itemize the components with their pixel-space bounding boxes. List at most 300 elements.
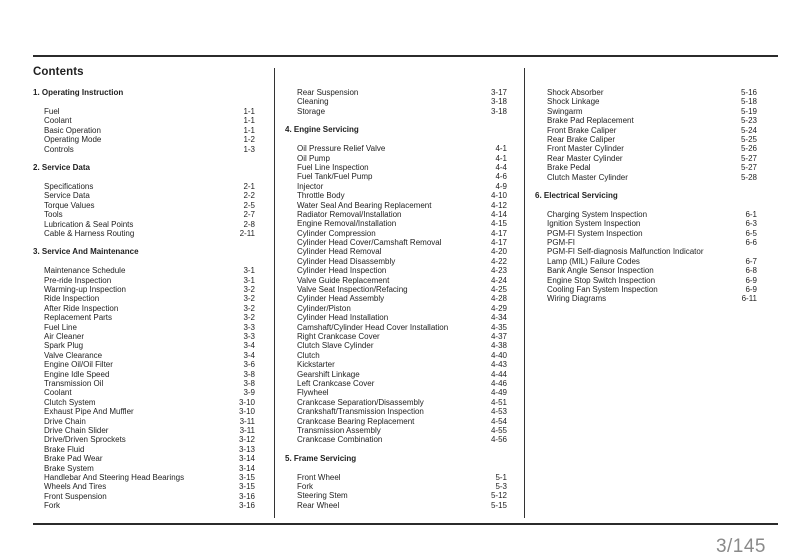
toc-entry[interactable]	[285, 276, 507, 285]
toc-entry-page: 3-15	[238, 482, 255, 492]
column-divider	[524, 68, 525, 518]
toc-entry[interactable]	[285, 332, 507, 341]
toc-section	[285, 125, 507, 445]
toc-entry[interactable]	[33, 294, 255, 303]
toc-entry-page: 5-1	[495, 472, 507, 482]
toc-entry[interactable]	[285, 426, 507, 435]
toc-entry[interactable]	[285, 229, 507, 238]
toc-entry-label: Shock Absorber	[547, 88, 604, 97]
toc-entry-label: Shock Linkage	[547, 97, 600, 107]
toc-entry-page: 4-10	[490, 191, 507, 201]
toc-entry[interactable]	[33, 220, 255, 229]
toc-entry-label: Warming-up Inspection	[44, 285, 126, 295]
toc-entry-page: 3-14	[238, 463, 255, 473]
toc-entry-page: 5-27	[740, 153, 757, 163]
toc-entry-page: 1-3	[243, 144, 255, 154]
toc-entry[interactable]	[535, 294, 757, 303]
toc-entry[interactable]	[33, 454, 255, 463]
toc-entry-label: Rear Brake Caliper	[547, 134, 616, 144]
toc-entry-label: Drive Chain Slider	[44, 425, 109, 435]
toc-entry-label: Transmission Assembly	[297, 425, 381, 435]
toc-entry-label: Specifications	[44, 181, 94, 191]
toc-entry-label: Crankshaft/Transmission Inspection	[297, 407, 424, 417]
toc-entry-page: 4-23	[490, 266, 507, 276]
toc-entry[interactable]	[33, 492, 255, 501]
toc-entry-label: Valve Guide Replacement	[297, 275, 390, 285]
toc-entry-label: Brake Fluid	[44, 444, 85, 454]
toc-entry-page: 4-37	[490, 331, 507, 341]
toc-entry-label: Front Suspension	[44, 491, 107, 501]
toc-entry-page: 6-6	[745, 238, 757, 248]
toc-entry-label: Kickstarter	[297, 360, 335, 370]
toc-entry[interactable]	[285, 144, 507, 153]
toc-entry[interactable]	[535, 88, 757, 97]
toc-entry[interactable]	[285, 182, 507, 191]
toc-entry[interactable]	[33, 435, 255, 444]
toc-entry[interactable]	[285, 266, 507, 275]
toc-entry-label: Valve Seat Inspection/Refacing	[297, 285, 408, 295]
toc-entry[interactable]	[285, 370, 507, 379]
toc-entry[interactable]	[285, 351, 507, 360]
section-heading: 2. Service Data	[33, 162, 90, 172]
toc-entry[interactable]	[33, 266, 255, 275]
toc-entry[interactable]	[33, 388, 255, 397]
toc-entry-page: 1-1	[243, 107, 255, 116]
toc-entry[interactable]	[33, 126, 255, 135]
section-heading: 4. Engine Servicing	[285, 125, 359, 135]
toc-entry-page: 4-28	[490, 294, 507, 304]
toc-entry[interactable]	[285, 360, 507, 369]
toc-entry-page: 3-10	[238, 397, 255, 407]
toc-entry-page: 5-23	[740, 116, 757, 126]
top-rule	[33, 55, 778, 57]
toc-entry-label: Gearshift Linkage	[297, 369, 360, 379]
toc-entry[interactable]	[33, 191, 255, 200]
toc-entry-label: Handlebar And Steering Head Bearings	[44, 472, 185, 482]
toc-entry-page: 5-18	[740, 97, 757, 107]
toc-entry[interactable]	[535, 238, 757, 247]
toc-entry-page: 4-43	[490, 360, 507, 370]
toc-entry[interactable]	[33, 379, 255, 388]
toc-entry[interactable]	[535, 257, 757, 266]
toc-entry-label: Transmission Oil	[44, 378, 104, 388]
toc-entry[interactable]	[285, 97, 507, 106]
toc-entry[interactable]	[33, 210, 255, 219]
toc-entry-page: 3-2	[243, 313, 255, 323]
toc-entry-page: 6-9	[745, 275, 757, 285]
toc-entry[interactable]	[285, 285, 507, 294]
toc-entry-page: 5-25	[740, 134, 757, 144]
toc-entry-label: Radiator Removal/Installation	[297, 209, 402, 219]
toc-entry-page: 3-16	[238, 501, 255, 511]
toc-entry[interactable]	[33, 107, 255, 116]
toc-entry-page: 3-4	[243, 341, 255, 351]
toc-entry[interactable]	[535, 266, 757, 275]
toc-entry-label: Clutch	[297, 350, 320, 360]
toc-entry[interactable]	[285, 407, 507, 416]
toc-entry[interactable]	[285, 88, 507, 97]
toc-entry-label: Maintenance Schedule	[44, 266, 126, 276]
toc-entry-page: 4-49	[490, 388, 507, 398]
toc-entry-page: 3-12	[238, 435, 255, 445]
toc-entry-page: 2-1	[243, 181, 255, 191]
toc-entry-page: 3-1	[243, 275, 255, 285]
toc-entry-page: 4-44	[490, 369, 507, 379]
toc-entry-page: 4-54	[490, 416, 507, 426]
toc-entry-page: 6-7	[745, 256, 757, 266]
toc-entry-page: 5-16	[740, 88, 757, 97]
toc-entry[interactable]	[285, 341, 507, 350]
toc-entry-page: 5-28	[740, 172, 757, 182]
toc-entry-page: 2-8	[243, 219, 255, 229]
toc-entry-page: 3-2	[243, 285, 255, 295]
toc-entry-label: Lubrication & Seal Points	[44, 219, 134, 229]
toc-entry[interactable]	[285, 163, 507, 172]
toc-entry-page: 6-1	[745, 209, 757, 219]
toc-entry[interactable]	[535, 135, 757, 144]
section-heading: 1. Operating Instruction	[33, 88, 124, 97]
toc-entry-label: Spark Plug	[44, 341, 84, 351]
toc-entry-page: 3-16	[238, 491, 255, 501]
toc-entry-label: Cylinder Head Removal	[297, 247, 382, 257]
toc-entry-label: Rear Suspension	[297, 88, 359, 97]
toc-entry[interactable]	[285, 294, 507, 303]
toc-section	[33, 88, 255, 154]
toc-entry-page: 4-15	[490, 219, 507, 229]
toc-entry-page: 1-1	[243, 116, 255, 126]
toc-entry-label: Engine Idle Speed	[44, 369, 110, 379]
toc-entry[interactable]	[33, 370, 255, 379]
toc-entry[interactable]	[33, 285, 255, 294]
toc-entry-label: Throttle Body	[297, 191, 345, 201]
toc-entry-label: Coolant	[44, 116, 72, 126]
toc-entry-label: Fuel Tank/Fuel Pump	[297, 172, 373, 182]
toc-entry-page: 4-34	[490, 313, 507, 323]
toc-entry-label: Service Data	[44, 191, 90, 201]
toc-entry[interactable]	[535, 173, 757, 182]
toc-entry-label: Fork	[44, 501, 60, 511]
toc-entry-label: Engine Oil/Oil Filter	[44, 360, 113, 370]
toc-entry[interactable]	[285, 388, 507, 397]
toc-entry-label: Crankcase Bearing Replacement	[297, 416, 415, 426]
toc-entry[interactable]	[33, 145, 255, 154]
toc-entry[interactable]	[33, 398, 255, 407]
toc-entry-label: Engine Removal/Installation	[297, 219, 397, 229]
toc-entry-label: PGM-FI System Inspection	[547, 228, 643, 238]
toc-entry-page: 5-15	[490, 500, 507, 510]
toc-entry-page: 4-29	[490, 303, 507, 313]
section-heading: 3. Service And Maintenance	[33, 247, 139, 257]
toc-entry-page: 4-17	[490, 228, 507, 238]
toc-entry-label: Lamp (MIL) Failure Codes	[547, 256, 640, 266]
toc-entry[interactable]	[285, 501, 507, 510]
toc-column-1	[33, 88, 255, 519]
page-number: 3/145	[715, 536, 766, 557]
toc-entry-label: Drive/Driven Sprockets	[44, 435, 126, 445]
toc-entry-page: 4-25	[490, 285, 507, 295]
toc-entry-label: After Ride Inspection	[44, 303, 119, 313]
toc-entry-label: Flywheel	[297, 388, 329, 398]
page-title: Contents	[33, 66, 84, 78]
toc-entry-page: 3-15	[238, 472, 255, 482]
toc-entry[interactable]	[33, 426, 255, 435]
toc-entry-page: 6-11	[741, 294, 757, 304]
toc-entry[interactable]	[285, 172, 507, 181]
toc-entry[interactable]	[535, 107, 757, 116]
toc-entry[interactable]	[33, 417, 255, 426]
toc-entry-label: Bank Angle Sensor Inspection	[547, 266, 654, 276]
toc-entry[interactable]	[33, 445, 255, 454]
toc-section	[33, 247, 255, 510]
toc-entry-label: Cylinder Head Installation	[297, 313, 389, 323]
toc-entry-label: Fuel Line	[44, 322, 77, 332]
toc-entry-label: Engine Stop Switch Inspection	[547, 275, 656, 285]
toc-entry-page: 4-46	[490, 378, 507, 388]
toc-entry-label: Coolant	[44, 388, 72, 398]
toc-entry-page: 4-53	[490, 407, 507, 417]
toc-entry[interactable]	[535, 247, 757, 256]
toc-entry-label: Replacement Parts	[44, 313, 113, 323]
toc-entry-label: Cylinder Head Assembly	[297, 294, 385, 304]
toc-entry-page: 2-2	[243, 191, 255, 201]
toc-entry-label: Cooling Fan System Inspection	[547, 285, 658, 295]
toc-entry-page: 5-26	[740, 144, 757, 154]
toc-entry[interactable]	[33, 482, 255, 491]
toc-entry[interactable]	[33, 407, 255, 416]
toc-entry-label: Oil Pressure Relief Valve	[297, 144, 386, 154]
toc-entry-page: 4-1	[495, 153, 507, 163]
toc-entry-page: 3-17	[490, 88, 507, 97]
toc-entry-page: 4-1	[495, 144, 507, 154]
toc-entry[interactable]	[285, 191, 507, 200]
toc-entry-label: Pre-ride Inspection	[44, 275, 112, 285]
toc-entry[interactable]	[535, 210, 757, 219]
toc-entry-page: 2-5	[243, 200, 255, 210]
toc-entry[interactable]	[285, 210, 507, 219]
toc-entry-label: Camshaft/Cylinder Head Cover Installation	[297, 322, 449, 332]
toc-entry-page: 2-7	[243, 210, 255, 220]
toc-entry-page: 3-8	[243, 369, 255, 379]
toc-section	[535, 88, 757, 182]
toc-entry[interactable]	[285, 323, 507, 332]
toc-entry-page: 4-4	[495, 162, 507, 172]
toc-entry-label: Steering Stem	[297, 491, 348, 501]
toc-entry-page: 4-9	[495, 181, 507, 191]
toc-section	[535, 191, 757, 304]
toc-entry-label: Cable & Harness Routing	[44, 228, 135, 238]
toc-column-2	[285, 88, 507, 519]
toc-entry[interactable]	[535, 285, 757, 294]
toc-entry-page: 5-24	[740, 125, 757, 135]
toc-entry[interactable]	[33, 360, 255, 369]
toc-entry[interactable]	[535, 163, 757, 172]
toc-entry[interactable]	[535, 154, 757, 163]
toc-entry-page: 4-20	[490, 247, 507, 257]
section-heading: 6. Electrical Servicing	[535, 190, 618, 200]
toc-entry-page: 6-9	[745, 285, 757, 295]
toc-entry[interactable]	[33, 464, 255, 473]
toc-entry-page: 3-2	[243, 294, 255, 304]
toc-entry[interactable]	[285, 257, 507, 266]
toc-entry-page: 4-55	[490, 425, 507, 435]
toc-entry-page: 3-9	[243, 388, 255, 398]
toc-entry[interactable]	[33, 304, 255, 313]
toc-entry[interactable]	[285, 107, 507, 116]
toc-entry[interactable]	[535, 144, 757, 153]
toc-entry[interactable]	[535, 219, 757, 228]
toc-entry-label: Storage	[297, 106, 326, 116]
toc-entry[interactable]	[535, 276, 757, 285]
toc-entry-page: 5-19	[740, 106, 757, 116]
toc-entry[interactable]	[33, 313, 255, 322]
toc-entry-page: 4-12	[490, 200, 507, 210]
toc-entry-label: PGM-FI	[547, 238, 575, 248]
toc-entry-page: 3-6	[243, 360, 255, 370]
toc-entry-page: 5-12	[490, 491, 507, 501]
toc-entry[interactable]	[285, 417, 507, 426]
toc-entry-label: Brake Pad Wear	[44, 454, 103, 464]
toc-entry-page: 6-5	[745, 228, 757, 238]
toc-entry[interactable]	[535, 97, 757, 106]
toc-entry-label: Cylinder/Piston	[297, 303, 351, 313]
toc-entry-page: 3-14	[238, 454, 255, 464]
toc-entry-label: Oil Pump	[297, 153, 330, 163]
toc-entry-page: 4-17	[490, 238, 507, 248]
toc-entry[interactable]	[535, 126, 757, 135]
toc-entry[interactable]	[285, 435, 507, 444]
toc-entry-label: Air Cleaner	[44, 332, 85, 342]
toc-entry[interactable]	[33, 473, 255, 482]
toc-column-3	[535, 88, 757, 313]
toc-entry[interactable]	[33, 182, 255, 191]
toc-section	[33, 163, 255, 238]
toc-entry-page: 3-8	[243, 378, 255, 388]
toc-entry-label: Fork	[297, 482, 313, 492]
toc-entry-label: Cleaning	[297, 97, 329, 107]
toc-entry[interactable]	[33, 501, 255, 510]
toc-entry-page: 4-40	[490, 350, 507, 360]
toc-entry-label: Drive Chain	[44, 416, 86, 426]
toc-entry[interactable]	[33, 201, 255, 210]
toc-entry-label: Right Crankcase Cover	[297, 331, 380, 341]
toc-entry-page: 5-27	[740, 163, 757, 173]
toc-entry-label: Cylinder Head Disassembly	[297, 256, 396, 266]
toc-entry-label: Exhaust Pipe And Muffler	[44, 407, 134, 417]
toc-entry[interactable]	[33, 116, 255, 125]
toc-entry[interactable]	[285, 313, 507, 322]
column-divider	[274, 68, 275, 518]
toc-entry[interactable]	[285, 491, 507, 500]
toc-entry-label: Crankcase Separation/Disassembly	[297, 397, 424, 407]
toc-entry-label: Wheels And Tires	[44, 482, 107, 492]
toc-entry-label: Tools	[44, 210, 63, 220]
section-heading: 5. Frame Servicing	[285, 453, 357, 463]
toc-entry[interactable]	[285, 482, 507, 491]
toc-entry-page: 4-35	[490, 322, 507, 332]
toc-entry-label: Cylinder Head Inspection	[297, 266, 387, 276]
toc-entry-label: Swingarm	[547, 106, 583, 116]
toc-entry[interactable]	[285, 304, 507, 313]
toc-entry-label: Rear Wheel	[297, 500, 340, 510]
toc-entry-page: 3-1	[243, 266, 255, 276]
toc-entry[interactable]	[535, 229, 757, 238]
toc-entry-label: Valve Clearance	[44, 350, 103, 360]
toc-entry-page: 4-56	[490, 435, 507, 445]
toc-entry[interactable]	[285, 473, 507, 482]
toc-entry-label: Clutch System	[44, 397, 96, 407]
toc-entry[interactable]	[535, 116, 757, 125]
toc-entry[interactable]	[33, 341, 255, 350]
toc-entry-page: 3-3	[243, 322, 255, 332]
toc-entry-label: Fuel	[44, 107, 60, 116]
toc-entry-page: 3-11	[239, 416, 255, 426]
toc-entry-label: Brake System	[44, 463, 94, 473]
toc-entry[interactable]	[33, 229, 255, 238]
toc-entry[interactable]	[285, 379, 507, 388]
toc-entry-page: 5-3	[495, 482, 507, 492]
toc-entry[interactable]	[285, 398, 507, 407]
toc-entry[interactable]	[33, 135, 255, 144]
toc-entry-page: 3-4	[243, 350, 255, 360]
toc-entry-label: Front Master Cylinder	[547, 144, 624, 154]
toc-entry[interactable]	[285, 247, 507, 256]
bottom-rule	[33, 523, 778, 525]
toc-entry-page: 4-6	[495, 172, 507, 182]
toc-entry-label: Charging System Inspection	[547, 209, 648, 219]
toc-entry-label: Cylinder Head Cover/Camshaft Removal	[297, 238, 442, 248]
toc-entry-label: Fuel Line Inspection	[297, 162, 369, 172]
toc-entry-label: Front Wheel	[297, 472, 341, 482]
toc-entry[interactable]	[285, 238, 507, 247]
toc-entry-label: Rear Master Cylinder	[547, 153, 623, 163]
toc-entry[interactable]	[285, 219, 507, 228]
toc-entry[interactable]	[33, 276, 255, 285]
toc-entry-label: Ride Inspection	[44, 294, 100, 304]
toc-entry-label: Brake Pedal	[547, 163, 591, 173]
toc-entry-label: Operating Mode	[44, 135, 102, 145]
toc-entry-page: 3-10	[238, 407, 255, 417]
toc-entry-page: 1-2	[243, 135, 255, 145]
toc-entry-label: Front Brake Caliper	[547, 125, 617, 135]
toc-entry-label: Water Seal And Bearing Replacement	[297, 200, 432, 210]
toc-entry-label: Clutch Master Cylinder	[547, 172, 628, 182]
toc-entry-page: 2-11	[239, 228, 255, 238]
toc-entry-page: 4-22	[490, 256, 507, 266]
toc-entry[interactable]	[33, 323, 255, 332]
toc-entry-label: Cylinder Compression	[297, 228, 376, 238]
toc-entry-page: 3-18	[490, 106, 507, 116]
toc-entry-label: Injector	[297, 181, 324, 191]
toc-entry-page: 3-13	[238, 444, 255, 454]
toc-entry-page: 1-1	[243, 125, 255, 135]
toc-entry[interactable]	[285, 201, 507, 210]
toc-entry-label: Crankcase Combination	[297, 435, 383, 445]
toc-entry-label: Clutch Slave Cylinder	[297, 341, 374, 351]
toc-entry-label: PGM-FI Self-diagnosis Malfunction Indicator	[547, 247, 704, 257]
toc-entry-label: Controls	[44, 144, 74, 154]
toc-entry-label: Basic Operation	[44, 125, 101, 135]
toc-section	[285, 454, 507, 511]
toc-entry[interactable]	[285, 154, 507, 163]
toc-entry-page: 3-3	[243, 332, 255, 342]
toc-entry-label: Ignition System Inspection	[547, 219, 641, 229]
toc-entry-page: 4-24	[490, 275, 507, 285]
toc-entry-page: 3-18	[490, 97, 507, 107]
toc-entry[interactable]	[33, 351, 255, 360]
toc-entry-page: 4-14	[490, 209, 507, 219]
toc-entry[interactable]	[33, 332, 255, 341]
toc-section	[285, 88, 507, 116]
